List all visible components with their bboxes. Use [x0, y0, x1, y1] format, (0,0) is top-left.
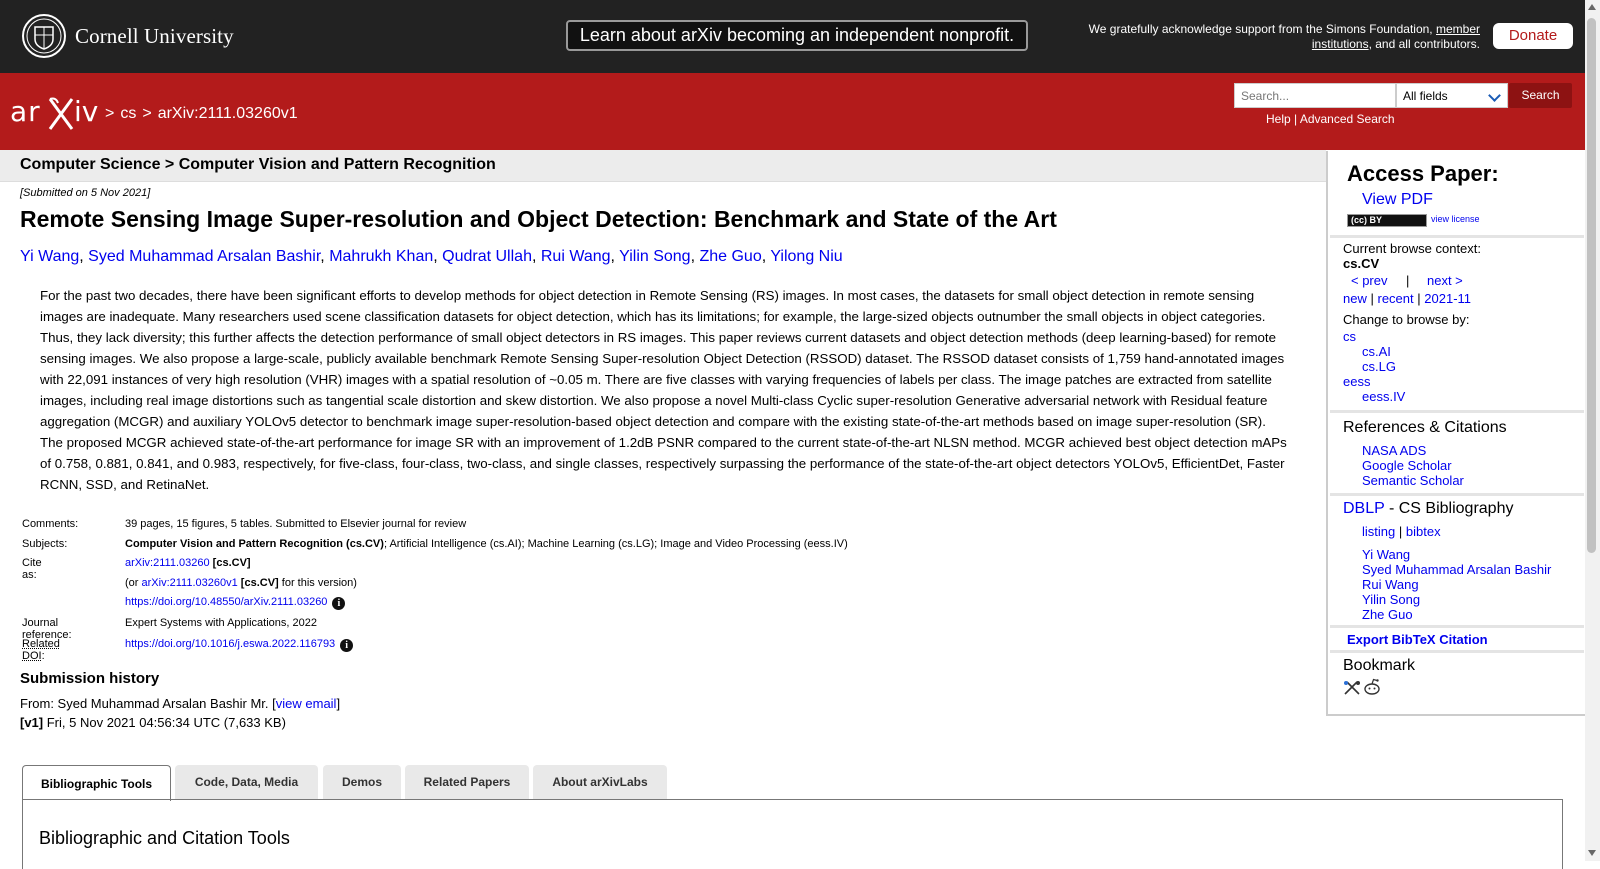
bookmark-heading: Bookmark	[1343, 657, 1416, 674]
browse-eess-iv-link[interactable]: eess.IV	[1362, 389, 1406, 404]
breadcrumb-cs[interactable]: cs	[120, 105, 137, 122]
arxiv-header	[0, 73, 1585, 150]
cc-badge-text: (cc) BY	[1351, 215, 1383, 225]
nav-separator: |	[1398, 524, 1403, 539]
search-field-selected: All fields	[1403, 89, 1448, 103]
reddit-icon[interactable]	[1363, 678, 1381, 696]
submitted-date: [Submitted on 5 Nov 2021]	[20, 187, 151, 199]
paper-title: Remote Sensing Image Super-resolution and Object Detection: Benchmark and State of the Art	[20, 206, 1057, 232]
doi-link[interactable]: https://doi.org/10.48550/arXiv.2111.03260	[125, 596, 328, 608]
journal-label: Journal reference:	[22, 617, 72, 641]
related-doi-abbr: Related DOI	[22, 638, 60, 662]
nav-separator: |	[1370, 291, 1374, 306]
divider	[1330, 235, 1584, 238]
version-date: Fri, 5 Nov 2021 04:56:34 UTC (7,633 KB)	[43, 715, 286, 730]
dblp-author-link[interactable]: Rui Wang	[1362, 577, 1419, 592]
dblp-author-link[interactable]: Yi Wang	[1362, 547, 1411, 562]
author-link[interactable]: Yi Wang	[20, 248, 80, 265]
breadcrumb	[105, 105, 304, 123]
browse-cs-lg-link[interactable]: cs.LG	[1362, 359, 1396, 374]
new-link[interactable]: new	[1343, 291, 1367, 306]
references-heading: References & Citations	[1343, 419, 1507, 436]
top-banner	[0, 0, 1585, 73]
subjects-label: Subjects:	[22, 537, 68, 550]
listing-nav	[1343, 291, 1471, 306]
tab-demos[interactable]: Demos	[323, 765, 401, 799]
help-link[interactable]: Help	[1266, 112, 1291, 126]
subject-header: Computer Science > Computer Vision and Pattern Recognition	[20, 156, 496, 173]
svg-text:iv: iv	[74, 95, 99, 128]
cite-or: (or	[125, 576, 139, 589]
dblp-author-link[interactable]: Syed Muhammad Arsalan Bashir	[1362, 562, 1552, 577]
link-separator: |	[1294, 112, 1298, 126]
cite-value	[125, 557, 251, 569]
browse-context-label: Current browse context:	[1343, 241, 1482, 256]
dblp-links	[1362, 524, 1441, 539]
subjects-value	[125, 538, 848, 550]
dblp-author-link[interactable]: Yilin Song	[1362, 592, 1421, 607]
author-link[interactable]: Mahrukh Khan	[329, 248, 434, 265]
tab-bibliographic-tools[interactable]: Bibliographic Tools	[22, 765, 171, 801]
cite-version-value	[125, 577, 357, 589]
author-link[interactable]: Yilong Niu	[770, 248, 843, 265]
recent-link[interactable]: recent	[1377, 291, 1414, 306]
cite-version-suffix: for this version)	[281, 576, 357, 589]
author-link[interactable]: Syed Muhammad Arsalan Bashir	[88, 248, 321, 265]
svg-text:ar: ar	[10, 95, 41, 128]
cornell-seal-icon	[21, 13, 67, 59]
dblp-heading	[1343, 500, 1513, 518]
acknowledgement-text	[1060, 22, 1480, 52]
primary-subject: Computer Vision and Pattern Recognition (cs.CV)	[125, 537, 384, 550]
doi-value	[125, 596, 345, 610]
comments-value: 39 pages, 15 figures, 5 tables. Submitted to Elsevier journal for review	[125, 518, 467, 530]
nonprofit-banner-button[interactable]: Learn about arXiv becoming an independent nonprofit.	[566, 20, 1028, 51]
related-doi-label: Related DOI:	[22, 638, 60, 662]
cite-label: Cite as:	[22, 557, 42, 581]
browse-context-value: cs.CV	[1343, 256, 1380, 271]
divider	[1330, 650, 1584, 653]
cite-version-link[interactable]: arXiv:2111.03260v1	[141, 576, 238, 589]
view-license-link[interactable]: view license	[1431, 214, 1480, 224]
cornell-wordmark: Cornell University	[75, 23, 234, 48]
divider	[1330, 493, 1584, 496]
browse-cs-ai-link[interactable]: cs.AI	[1362, 344, 1391, 359]
tab-code-data-media[interactable]: Code, Data, Media	[175, 765, 318, 799]
abstract: For the past two decades, there have been significant efforts to develop methods for object detection in Remote Sensing (RS) images. In most cases, the datasets for small object detection in remote sensing images are inadequate. Many researchers used scene classification datasets for object detection, which has its limitations; for example, the large-sized objects outnumber the small objects in object categories. Thus, they lack diversity; this further affects the detection performance of small object detectors in RS images. This paper reviews current datasets and object detection methods (deep learning-based) for remote sensing images. We also propose a large-scale, publicly available benchmark Remote Sensing Super-resolution Object Detection (RSSOD) dataset. The RSSOD dataset consists of 1,759 hand-annotated images with 22,091 instances of very high resolution (VHR) images with a spatial resolution of ~0.05 m. There are five classes with varying frequencies of labels per class. The image patches are extracted from satellite images, including real image distortions such as tangential scale distortion and skew distortion. We also propose a novel Multi-class Cyclic super-resolution Generative adversarial network with Residual feature aggregation (MCGR) and auxiliary YOLOv5 detector to benchmark image super-resolution-based object detection and compare with the existing state-of-the-art methods based on image super-resolution (SR). The proposed MCGR achieved state-of-the-art performance for image SR with an improvement of 1.2dB PSNR compared to the current state-of-the-art NLSN method. MCGR achieved best object detection mAPs of 0.758, 0.881, 0.841, and 0.983, respectively, for five-class, four-class, two-class, and single classes, respectively surpassing the performance of the state-of-the-art object detectors YOLOv5, EfficientDet, Faster RCNN, SSD, and RetinaNet.	[40, 288, 1287, 492]
export-bibtex-link[interactable]: Export BibTeX Citation	[1347, 632, 1488, 647]
ack-prefix: We gratefully acknowledge support from the Simons Foundation,	[1088, 22, 1433, 36]
prev-link[interactable]: < prev	[1351, 273, 1388, 288]
author-link[interactable]: Zhe Guo	[699, 248, 762, 265]
tab-panel	[22, 799, 1563, 869]
cite-arxiv-link[interactable]: arXiv:2111.03260	[125, 557, 210, 569]
related-doi-value	[125, 638, 353, 652]
tab-related-papers[interactable]: Related Papers	[405, 765, 529, 799]
author-link[interactable]: Qudrat Ullah	[442, 248, 532, 265]
scrollbar[interactable]	[1585, 0, 1600, 861]
other-subjects: ; Artificial Intelligence (cs.AI); Machine Learning (cs.LG); Image and Video Processing (eess.IV)	[383, 537, 848, 550]
access-paper-heading: Access Paper:	[1347, 161, 1499, 186]
info-icon[interactable]: i	[332, 597, 345, 610]
next-link[interactable]: next >	[1427, 273, 1463, 288]
cornell-logo[interactable]	[21, 13, 234, 59]
submission-history-heading: Submission history	[20, 670, 160, 687]
divider	[1330, 410, 1584, 413]
version-label[interactable]: [v1]	[20, 715, 44, 730]
author-link[interactable]: Yilin Song	[619, 248, 691, 265]
subject-header-bar	[0, 150, 1326, 182]
bibsonomy-icon[interactable]	[1343, 680, 1361, 696]
scroll-down-icon[interactable]	[1588, 850, 1596, 856]
submitter-suffix: ]	[336, 696, 341, 711]
donate-button[interactable]: Donate	[1493, 23, 1573, 49]
dblp-author-link[interactable]: Zhe Guo	[1362, 607, 1413, 622]
nasa-ads-link[interactable]: NASA ADS	[1362, 443, 1427, 458]
change-browse-label: Change to browse by:	[1343, 312, 1470, 327]
semantic-scholar-link[interactable]: Semantic Scholar	[1362, 473, 1464, 488]
related-doi-link[interactable]: https://doi.org/10.1016/j.eswa.2022.116793	[125, 638, 336, 650]
cite-version-category: [cs.CV]	[240, 576, 279, 589]
nav-separator: |	[1417, 291, 1421, 306]
cc-by-license-icon[interactable]	[1347, 214, 1427, 227]
advanced-search-link[interactable]: Advanced Search	[1299, 112, 1395, 126]
view-pdf-link[interactable]: View PDF	[1362, 191, 1433, 208]
tab-about-arxivlabs[interactable]: About arXivLabs	[533, 765, 667, 799]
google-scholar-link[interactable]: Google Scholar	[1362, 458, 1452, 473]
submitter-text: From: Syed Muhammad Arsalan Bashir Mr. [	[20, 696, 276, 711]
month-link[interactable]: 2021-11	[1424, 291, 1472, 306]
arxiv-logo[interactable]	[10, 93, 100, 133]
cite-category: [cs.CV]	[212, 557, 251, 569]
browse-cs-link[interactable]: cs	[1343, 329, 1356, 344]
scroll-up-icon[interactable]	[1588, 4, 1596, 10]
breadcrumb-separator: >	[105, 105, 115, 122]
browse-eess-link[interactable]: eess	[1343, 374, 1371, 389]
breadcrumb-separator: >	[142, 105, 152, 122]
ack-suffix: , and all contributors.	[1368, 37, 1480, 51]
scrollbar-thumb[interactable]	[1587, 18, 1596, 553]
info-icon[interactable]: i	[340, 639, 353, 652]
sidebar	[1326, 151, 1587, 716]
search-input[interactable]	[1234, 83, 1396, 108]
divider	[1330, 625, 1584, 628]
journal-value: Expert Systems with Applications, 2022	[125, 617, 317, 629]
tab-panel-title: Bibliographic and Citation Tools	[39, 828, 290, 848]
dblp-listing-link[interactable]: listing	[1362, 524, 1396, 539]
search-links	[1266, 112, 1395, 126]
version-line	[20, 715, 286, 730]
breadcrumb-paper-id: arXiv:2111.03260v1	[157, 105, 298, 122]
search-button[interactable]: Search	[1509, 83, 1572, 108]
member-institutions-link[interactable]: member institutions	[1311, 22, 1480, 51]
author-list: Yi Wang, Syed Muhammad Arsalan Bashir, Mahrukh Khan, Qudrat Ullah, Rui Wang, Yilin Song, Zhe Guo, Yilong Niu	[20, 248, 843, 265]
search-field-select[interactable]	[1396, 83, 1508, 108]
dblp-link[interactable]: DBLP	[1343, 500, 1385, 517]
dblp-suffix: - CS Bibliography	[1384, 500, 1514, 517]
submitter-line	[20, 696, 340, 711]
chevron-down-icon	[1488, 89, 1501, 102]
dblp-bibtex-link[interactable]: bibtex	[1405, 524, 1441, 539]
view-email-link[interactable]: view email	[275, 696, 337, 711]
nav-separator: |	[1406, 273, 1410, 288]
comments-label: Comments:	[22, 518, 79, 530]
author-link[interactable]: Rui Wang	[540, 248, 611, 265]
